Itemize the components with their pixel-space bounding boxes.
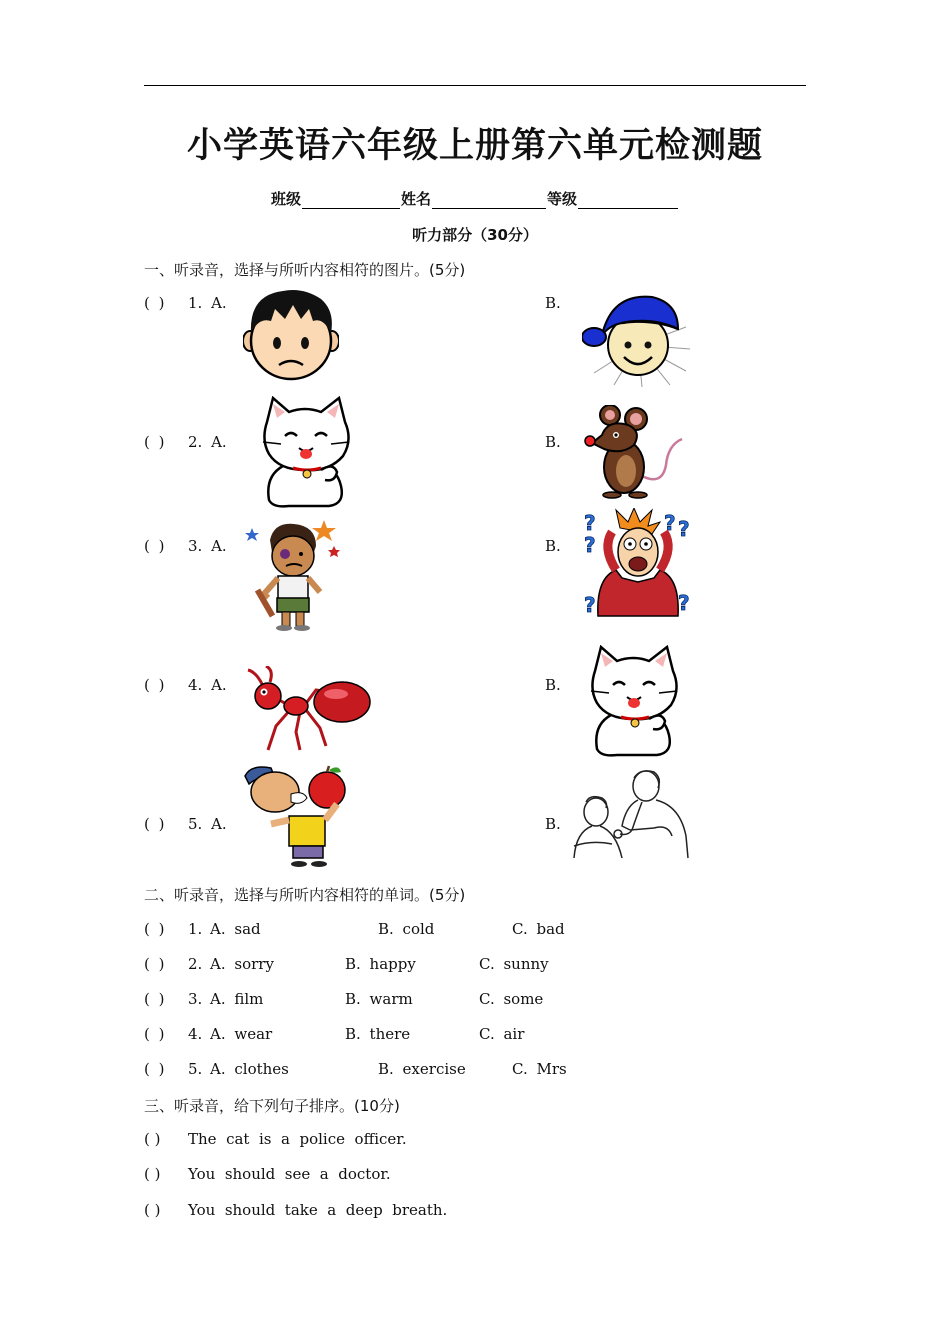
answer-blank[interactable]: ( ) [144, 294, 165, 312]
section3-heading: 三、听录音，给下列句子排序。(10分) [144, 1097, 400, 1115]
name-label: 姓名 [400, 190, 431, 208]
boy-eating-apple-image[interactable] [241, 764, 355, 868]
answer-blank[interactable]: ( ) [144, 1025, 165, 1043]
sentence: You should take a deep breath. [188, 1201, 448, 1219]
answer-blank[interactable]: ( ) [144, 1165, 161, 1183]
answer-blank[interactable]: ( ) [144, 990, 165, 1008]
answer-blank[interactable]: ( ) [144, 1201, 161, 1219]
s1-row-1 [144, 294, 227, 312]
svg-text:?: ? [584, 511, 596, 535]
option-c: C. air [479, 1025, 525, 1043]
q-num: 1. [188, 920, 203, 938]
s1-row-4-b: B. [545, 676, 561, 694]
option-a: A. sorry [210, 955, 274, 973]
q-num: 2. [188, 955, 203, 973]
s1-row-2 [144, 433, 227, 451]
s2-row-2 [144, 955, 549, 973]
white-cat-image[interactable] [587, 645, 681, 759]
s2-row-1 [144, 920, 565, 938]
option-a: A. film [210, 990, 264, 1008]
s2-row-3 [144, 990, 544, 1008]
s3-row-2 [144, 1165, 391, 1183]
svg-text:?: ? [678, 591, 690, 615]
answer-blank[interactable]: ( ) [144, 537, 165, 555]
option-b: B. exercise [378, 1060, 466, 1078]
q-num: 3. [188, 537, 203, 555]
s1-row-1-b: B. [545, 294, 561, 312]
answer-blank[interactable]: ( ) [144, 1130, 161, 1148]
svg-text:?: ? [664, 511, 676, 535]
answer-blank[interactable]: ( ) [144, 676, 165, 694]
option-a-label: A. [211, 537, 227, 555]
option-b: B. cold [378, 920, 435, 938]
q-num: 1. [188, 294, 203, 312]
svg-text:?: ? [584, 533, 596, 557]
page-title: 小学英语六年级上册第六单元检测题 [186, 126, 763, 166]
option-a-label: A. [211, 815, 227, 833]
sentence: The cat is a police officer. [188, 1130, 407, 1148]
option-c: C. bad [512, 920, 565, 938]
option-c: C. sunny [479, 955, 549, 973]
top-rule [144, 85, 806, 86]
option-c: C. Mrs [512, 1060, 567, 1078]
happy-boy-with-cap-image[interactable] [582, 289, 694, 387]
q-num: 4. [188, 1025, 203, 1043]
option-a: A. clothes [210, 1060, 289, 1078]
q-num: 4. [188, 676, 203, 694]
option-a: A. sad [210, 920, 261, 938]
sentence: You should see a doctor. [188, 1165, 391, 1183]
section1-heading: 一、听录音，选择与所听内容相符的图片。(5分) [144, 261, 466, 279]
option-a: A. wear [210, 1025, 273, 1043]
grade-label: 等级 [547, 190, 578, 208]
option-b: B. warm [345, 990, 413, 1008]
red-ant-image[interactable] [246, 666, 374, 752]
option-a-label: A. [211, 294, 227, 312]
s3-row-3 [144, 1201, 447, 1219]
hurt-boy-image[interactable] [244, 518, 342, 632]
doctor-with-stethoscope-image[interactable] [572, 766, 690, 860]
sad-boy-face-image[interactable] [243, 287, 339, 383]
grade-blank[interactable] [578, 192, 678, 209]
q-num: 5. [188, 1060, 203, 1078]
option-b: B. happy [345, 955, 416, 973]
q-num: 3. [188, 990, 203, 1008]
svg-text:?: ? [678, 517, 690, 541]
name-blank[interactable] [432, 192, 546, 209]
s1-row-3 [144, 537, 227, 555]
answer-blank[interactable]: ( ) [144, 1060, 165, 1078]
option-b: B. there [345, 1025, 411, 1043]
answer-blank[interactable]: ( ) [144, 955, 165, 973]
s1-row-5-b: B. [545, 815, 561, 833]
class-label: 班级 [270, 190, 301, 208]
s3-row-1 [144, 1130, 407, 1148]
confused-man-image[interactable] [582, 508, 696, 618]
svg-text:?: ? [584, 593, 596, 617]
listening-header: 听力部分（30分） [412, 226, 538, 244]
s2-row-5 [144, 1060, 567, 1078]
answer-blank[interactable]: ( ) [144, 815, 165, 833]
s1-row-4 [144, 676, 227, 694]
s2-row-4 [144, 1025, 525, 1043]
s1-row-3-b: B. [545, 537, 561, 555]
brown-mouse-image[interactable] [582, 405, 684, 499]
answer-blank[interactable]: ( ) [144, 433, 165, 451]
s1-row-5 [144, 815, 227, 833]
s1-row-2-b: B. [545, 433, 561, 451]
class-blank[interactable] [302, 192, 400, 209]
q-num: 2. [188, 433, 203, 451]
student-info [0, 188, 950, 209]
option-a-label: A. [211, 676, 227, 694]
white-cat-image[interactable] [259, 396, 353, 510]
section2-heading: 二、听录音，选择与所听内容相符的单词。(5分) [144, 886, 466, 904]
option-c: C. some [479, 990, 544, 1008]
q-num: 5. [188, 815, 203, 833]
answer-blank[interactable]: ( ) [144, 920, 165, 938]
option-a-label: A. [211, 433, 227, 451]
